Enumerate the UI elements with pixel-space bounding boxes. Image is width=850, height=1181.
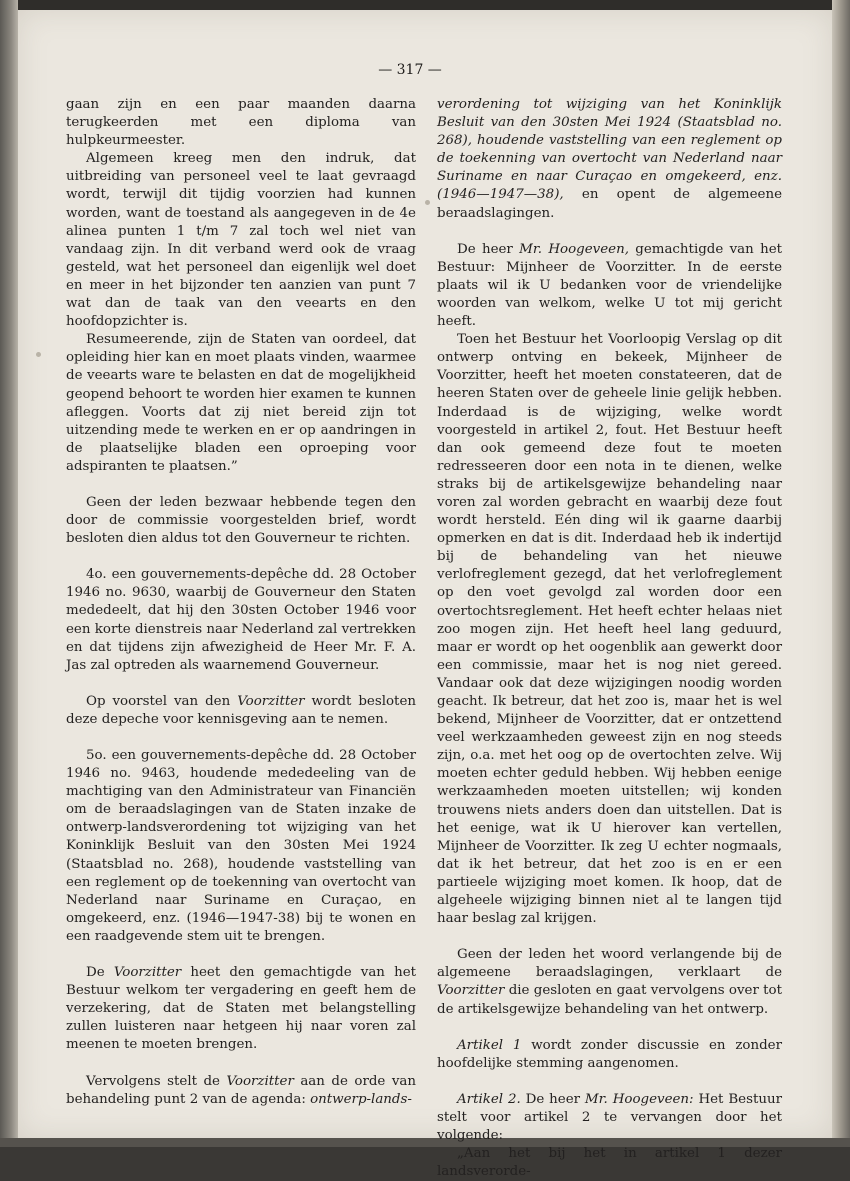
paragraph: Artikel 2. De heer Mr. Hoogeveen: Het Bestuur stelt voor artikel 2 te vervangen door het volgende: [437,1091,782,1145]
scan-edge-left [0,0,18,1147]
paragraph: 5o. een gouvernements-depêche dd. 28 October 1946 no. 9463, houdende mededeeling van de machtiging van den Administrateur van Financiën om de beraadslagingen van de Staten inzake de ontwerp-landsverordening tot wijziging van het Koninklijk Besluit van den 30sten Mei 1924 (Staatsblad no. 268), houdende vaststelling van een reglement op de toekenning van overtocht van Nederland naar Suriname en Curaçao, en omgekeerd, enz. (1946—1947-38) bij te wonen en een raadgevende stem uit te brengen. [66,747,416,946]
paragraph: Resumeerende, zijn de Staten van oordeel, dat opleiding hier kan en moet plaats vinden, waarmee de veearts ware te belasten en dat de mogelijkheid geopend behoort te worden hier examen te kunnen afleggen. Voorts dat zij niet bereid zijn tot uitzending mede te werken en er op aandringen in de plaatselijke bladen een oproeping voor adspiranten te plaatsen.” [66,331,416,476]
paragraph: Algemeen kreeg men den indruk, dat uitbreiding van personeel veel te laat gevraagd wordt, terwijl dit tijdig voorzien had kunnen worden, want de toestand als aangegeven in de 4e alinea punten 1 t/m 7 zal toch wel niet van vandaag zijn. In dit verband werd ook de vraag gesteld, wat het personeel dan eigenlijk wel doet en meer in het bijzonder ten aanzien van punt 7 wat dan de taak van den veearts en den hoofdopzichter is. [66,150,416,331]
paragraph: gaan zijn en een paar maanden daarna terugkeerden met een diploma van hulpkeurmeester. [66,96,416,150]
scan-smudge [425,200,430,205]
paragraph: Geen der leden het woord verlangende bij de algemeene beraadslagingen, verklaart de Voorzitter die gesloten en gaat vervolgens over tot de artikelsgewijze behandeling van het ontwerp. [437,946,782,1018]
paragraph: verordening tot wijziging van het Koninklijk Besluit van den 30sten Mei 1924 (Staatsblad no. 268), houdende vaststelling van een reglement op de toekenning van overtocht van Nederland naar Suriname en naar Curaçao en omgekeerd, enz. (1946—1947—38), en opent de algemeene beraadslagingen. [437,96,782,223]
paragraph: De heer Mr. Hoogeveen, gemachtigde van het Bestuur: Mijnheer de Voorzitter. In de eerste plaats wil ik U bedanken voor de vriendelijke woorden van welkom, welke U tot mij gericht heeft. [437,241,782,331]
left-column [66,96,416,1109]
paragraph: Vervolgens stelt de Voorzitter aan de orde van behandeling punt 2 van de agenda: ontwerp-lands- [66,1073,416,1109]
paragraph: De Voorzitter heet den gemachtigde van het Bestuur welkom ter vergadering en geeft hem de verzekering, dat de Staten met belangstelling zullen luisteren naar hetgeen hij naar voren zal meenen te moeten brengen. [66,964,416,1054]
page-number: — 317 — [360,62,460,78]
paragraph: Op voorstel van den Voorzitter wordt besloten deze depeche voor kennisgeving aan te nemen. [66,693,416,729]
paragraph: „Aan het bij het in artikel 1 dezer landsverorde- [437,1145,782,1181]
right-column [437,96,782,1181]
scan-smudge [36,352,41,357]
paragraph: Geen der leden bezwaar hebbende tegen den door de commissie voorgestelden brief, wordt besloten dien aldus tot den Gouverneur te richten. [66,494,416,548]
paragraph: 4o. een gouvernements-depêche dd. 28 October 1946 no. 9630, waarbij de Gouverneur den Staten mededeelt, dat hij den 30sten October 1946 voor een korte dienstreis naar Nederland zal vertrekken en dat tijdens zijn afwezigheid de Heer Mr. F. A. Jas zal optreden als waarnemend Gouverneur. [66,566,416,675]
paragraph: Artikel 1 wordt zonder discussie en zonder hoofdelijke stemming aangenomen. [437,1037,782,1073]
paragraph: Toen het Bestuur het Voorloopig Verslag op dit ontwerp ontving en bekeek, Mijnheer de Voorzitter, heeft het moeten constateeren, dat de heeren Staten over de geheele linie gelijk hebben. Inderdaad is de wijziging, welke wordt voorgesteld in artikel 2, fout. Het Bestuur heeft dan ook gemeend deze fout te moeten redresseeren door een nota in te dienen, welke straks bij de artikelsgewijze behandeling naar voren zal worden gebracht en waarbij deze fout wordt hersteld. Eén ding wil ik gaarne daarbij opmerken en dat is dit. Inderdaad heb ik indertijd bij de behandeling van het nieuwe verlofreglement gezegd, dat het verlofreglement op den voet gevolgd zal worden door een overtochtsreglement. Het heeft echter helaas niet zoo mogen zijn. Het heeft heel lang geduurd, maar er wordt op het oogenblik aan gewerkt door een commissie, maar het is nog niet gereed. Vandaar ook dat deze wijzigingen noodig worden geacht. Ik betreur, dat het zoo is, maar het is wel bekend, Mijnheer de Voorzitter, dat er ontzettend veel werkzaamheden geweest zijn en nog steeds zijn, o.a. met het oog op de overtochten zelve. Wij moeten echter geduld hebben. Wij hebben eenige werkzaamheden moeten uitstellen; wij konden trouwens niets anders doen dan uitstellen. Dat is het eenige, wat ik U hierover kan vertellen, Mijnheer de Voorzitter. Ik zeg U echter nogmaals, dat ik het betreur, dat het zoo is en er een partieele wijziging moet komen. Ik hoop, dat de algeheele wijziging binnen niet al te langen tijd haar beslag zal krijgen. [437,331,782,928]
scan-edge-right [832,0,850,1147]
